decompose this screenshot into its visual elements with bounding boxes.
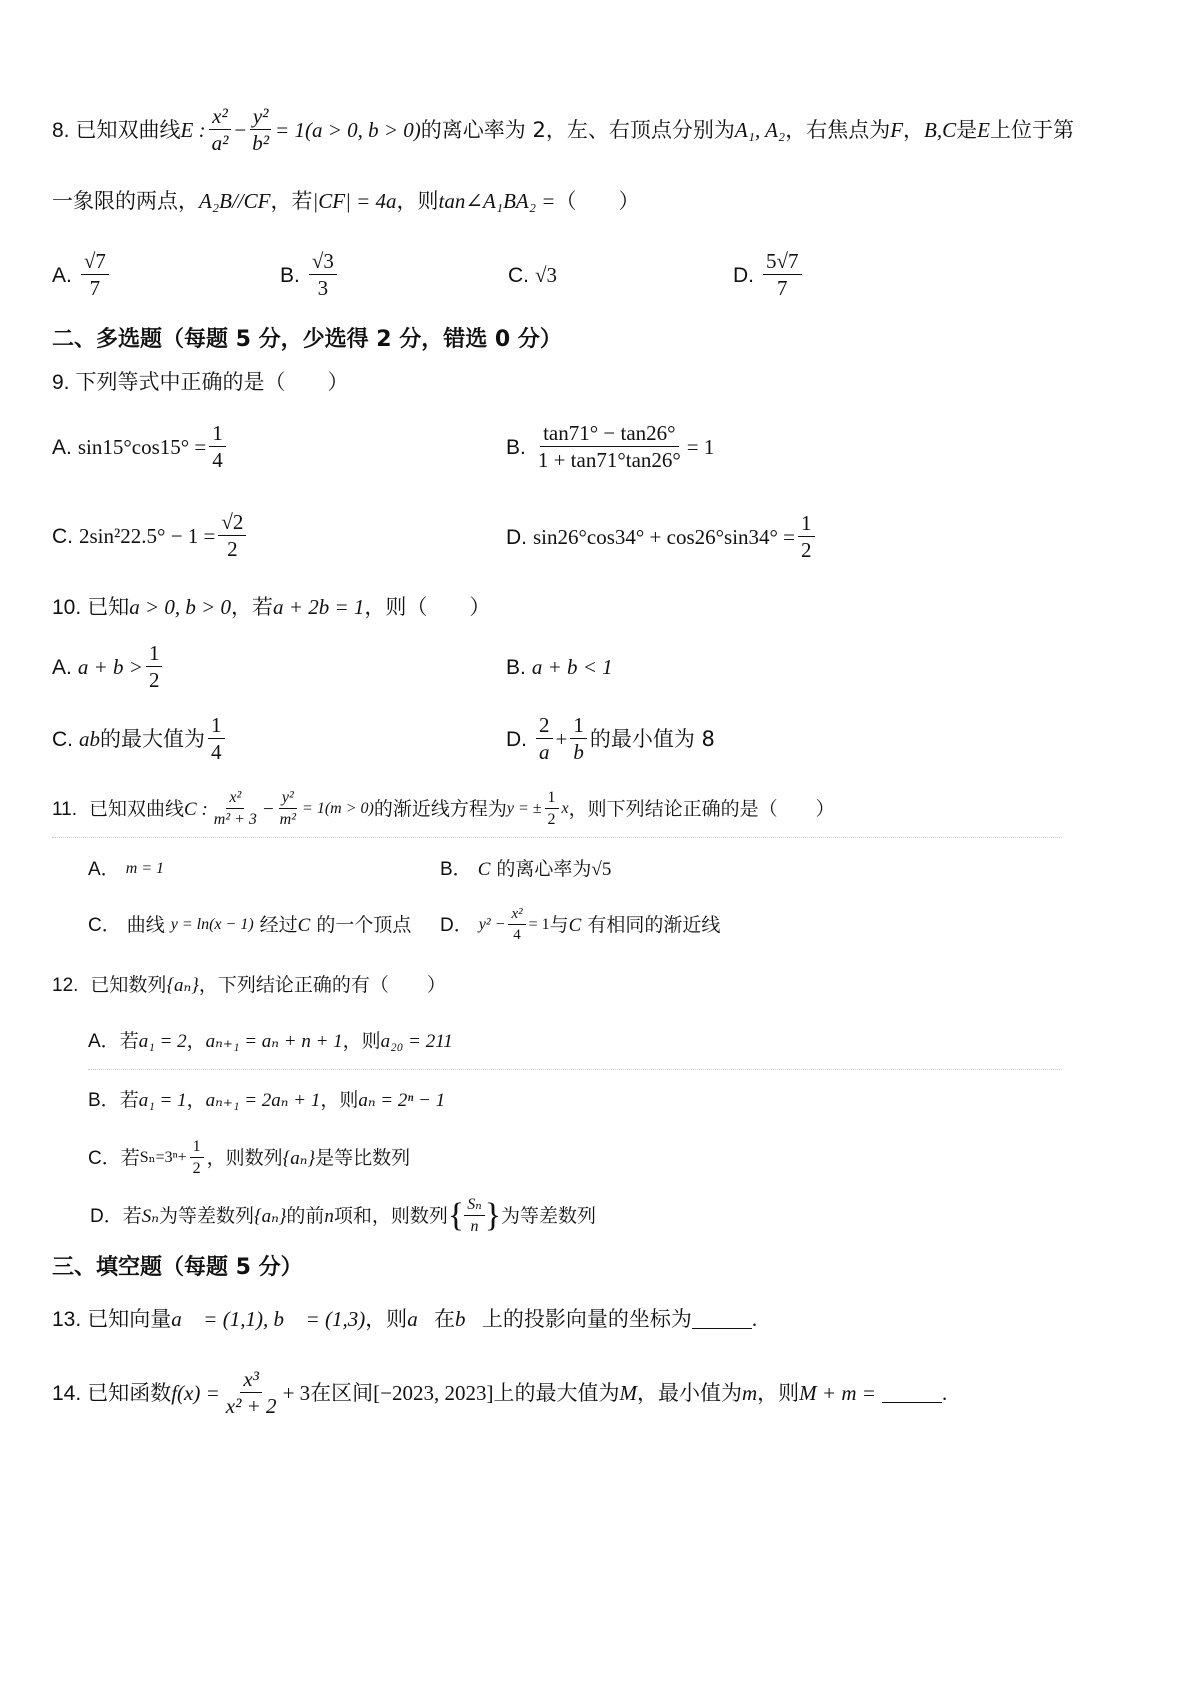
q8-text: 已知双曲线 [75,117,181,142]
q8-parallel: A₂B//CF [199,188,271,213]
q8-eq-rest: = 1(a > 0, b > 0) [275,117,421,142]
q9-option-c[interactable]: C. 2sin²22.5° − 1 = $\frac{√2}{2}$ [52,507,249,565]
q12-stem: 12. 已知数列 {aₙ} ，下列结论正确的有（ ） [52,973,446,996]
q10-option-b[interactable]: B. a + b < 1 [506,654,613,679]
q12-option-c[interactable]: C． 若 Sₙ=3ⁿ+ $\frac{1}{2}$ ，则数列 {aₙ} 是等比数列 [88,1138,411,1177]
answer-blank[interactable] [692,1310,752,1329]
dotted-divider [52,837,1060,838]
q11-option-b[interactable]: B． C 的离心率为 √5 [440,857,612,880]
dotted-divider [88,1069,1060,1070]
q10-stem: 10. 已知 a > 0, b > 0 ，若 a + 2b = 1 ，则（ ） [52,594,491,619]
q10-option-d[interactable]: D. $\frac{2}{a}$ + $\frac{1}{b}$ 的最小值为 8 [506,713,715,764]
q10-option-c[interactable]: C. ab 的最大值为 $\frac{1}{4}$ [52,712,228,766]
q11-option-d[interactable]: D． y² − $\frac{\text{x²}}{4}$ = 1 与 C 有相同的渐近线 [440,906,721,943]
q11-stem: 11. 已知双曲线 C : $\frac{\text{x²}}{\text{m² + 3}}$ − $\frac{\text{y²}}{\text{m²}}$ = 1(m > 0) 的渐近线方程为 y = ± $\frac{1}{2}$ x ，则下列结论正确的是（ ） [52,789,835,828]
q11-option-c[interactable]: C． 曲线 y = ln(x − 1) 经过 C 的一个顶点 [88,913,412,936]
q12-option-d[interactable]: D． 若 Sₙ 为等差数列 {aₙ} 的前 n 项和，则数列 { $\frac{\text{Sₙ}}{n}$ } 为等差数列 [90,1196,597,1235]
q8-frac-y2-b2: $\frac{\text{y²}}{\text{b²}}$ [249,106,272,154]
q8-condition: |CF| = 4a [312,188,397,213]
q8-line1: 8. 已知双曲线 E : $\frac{\text{x²}}{\text{a²}}$ − $\frac{\text{y²}}{\text{b²}}$ = 1(a > 0, b > 0) 的离心率为 2，左、右顶点分别为 A₁, A₂ ，右焦点为 F ， B,C 是 E 上位于第 [52,104,1074,155]
q8-vertices: A₁, A₂ [734,117,786,142]
q12-option-a[interactable]: A． 若 a₁ = 2 ， aₙ₊₁ = aₙ + n + 1 ，则 a₂₀ = 211 [88,1029,453,1052]
q13-stem: 13. 已知向量 a⃗ = (1,1), b⃗ = (1,3) ，则 a⃗ 在 b⃗ 上的投影向量的坐标为 . [52,1306,758,1331]
section-2-title: 二、多选题（每题 5 分，少选得 2 分，错选 0 分） [52,327,562,352]
section-3-title: 三、填空题（每题 5 分） [52,1255,303,1280]
q8-curve-name: E : [180,117,206,142]
q9-option-b[interactable]: B. $\frac{\tan 71^\circ - \tan 26^\circ}{1 + \tan 71^\circ\tan 26^\circ}$ = 1 [506,421,715,472]
q8-ask: tan∠A₁BA₂ = [438,188,556,213]
q8-frac-x2-a2: $\frac{\text{x²}}{\text{a²}}$ [209,106,232,154]
q8-option-a[interactable]: A. $\frac{√7}{7}$ [52,248,112,302]
q9-stem: 9. 下列等式中正确的是（ ） [52,369,349,394]
q9-option-d[interactable]: D. sin26°cos34° + cos26°sin34° = $\frac{1}{2}$ [506,510,818,564]
q14-stem: 14. 已知函数 f(x) = $\frac{\text{x³}}{\text{x² + 2}}$ + 3 在区间 [−2023, 2023] 上的最大值为 M ，最小值为 m ，则 M + m = . [52,1367,948,1418]
q10-option-a[interactable]: A. a + b > $\frac{1}{2}$ [52,640,165,694]
q8-line2: 一象限的两点， A₂B//CF ，若 |CF| = 4a ，则 tan∠A₁BA₂ = （ ） [52,188,640,213]
q9-option-a[interactable]: A. sin15°cos15° = $\frac{1}{4}$ [52,420,229,474]
q8-number: 8. [52,118,70,142]
q12-option-b[interactable]: B． 若 a₁ = 1 ， aₙ₊₁ = 2aₙ + 1 ，则 aₙ = 2ⁿ − 1 [88,1088,446,1111]
q8-option-d[interactable]: D. $\frac{5√7}{7}$ [733,248,805,302]
answer-blank[interactable] [882,1384,942,1403]
q11-option-a[interactable]: A． m = 1 [88,858,165,880]
q8-option-c[interactable]: C. √3 [508,262,558,287]
q8-option-b[interactable]: B. $\frac{√3}{3}$ [280,248,340,302]
